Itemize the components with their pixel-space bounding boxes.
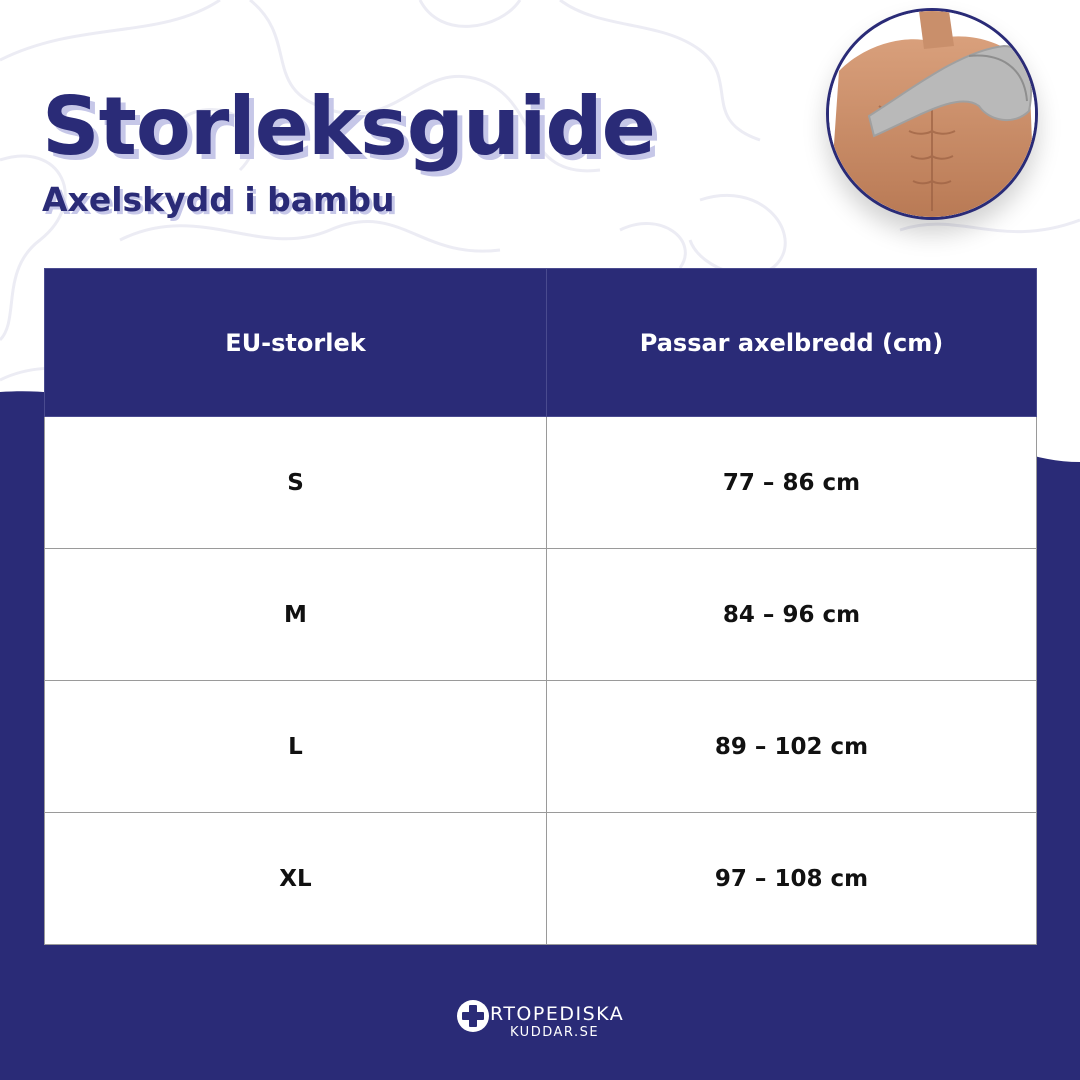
table-row xyxy=(45,549,1037,681)
size-cell: M xyxy=(45,549,547,681)
size-cell: L xyxy=(45,681,547,813)
product-photo xyxy=(826,8,1038,220)
medical-cross-icon xyxy=(456,999,490,1033)
table-row xyxy=(45,813,1037,945)
width-cell: 84 – 96 cm xyxy=(547,549,1037,681)
width-cell: 97 – 108 cm xyxy=(547,813,1037,945)
size-table xyxy=(44,268,1037,945)
page-title: Storleksguide xyxy=(42,80,655,173)
page-subtitle: Axelskydd i bambu xyxy=(42,180,395,219)
table-row xyxy=(45,417,1037,549)
size-cell: XL xyxy=(45,813,547,945)
logo-bottom-text: KUDDAR.SE xyxy=(510,1025,600,1040)
header-shoulder-width: Passar axelbredd (cm) xyxy=(547,269,1037,417)
size-cell: S xyxy=(45,417,547,549)
width-cell: 89 – 102 cm xyxy=(547,681,1037,813)
brand-logo xyxy=(456,995,636,1045)
width-cell: 77 – 86 cm xyxy=(547,417,1037,549)
header-eu-size: EU-storlek xyxy=(45,269,547,417)
table-header-row xyxy=(45,269,1037,417)
table-row xyxy=(45,681,1037,813)
logo-top-text: RTOPEDISKA xyxy=(490,1003,625,1025)
